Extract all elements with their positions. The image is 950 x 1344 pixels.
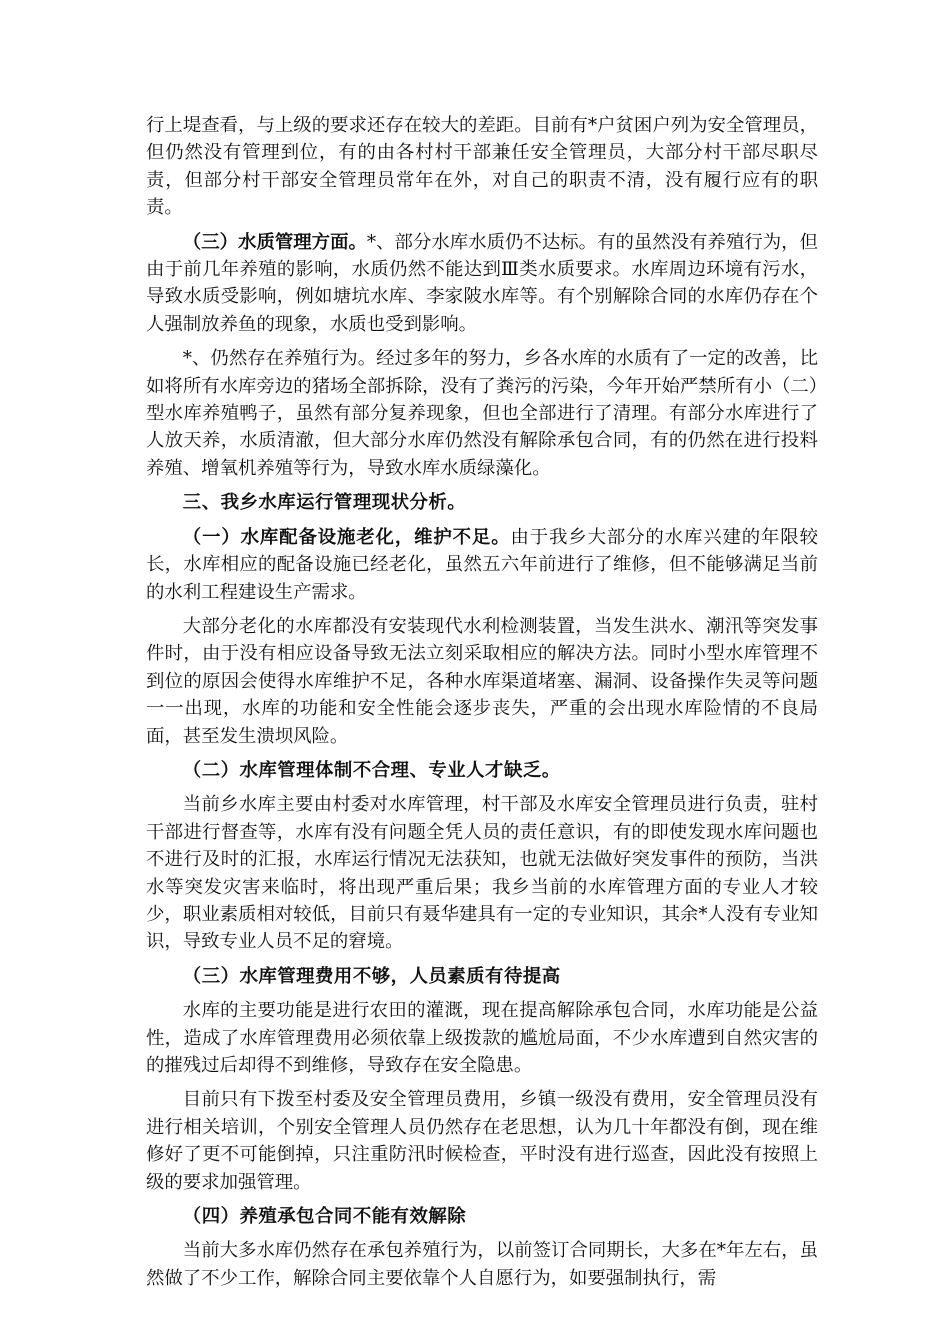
paragraph-13 — [146, 1237, 818, 1292]
subheading-3: （三）水库管理费用不够，人员素质有待提高 — [182, 965, 561, 987]
paragraph-5-text: 由于我乡大部分的水库兴建的年限较长，水库相应的配备设施已经老化，虽然五六年前进行了维修，但不能够满足当前的水利工程建设生产需求。 — [146, 526, 818, 603]
paragraph-8-text: 当前乡水库主要由村委对水库管理，村干部及水库安全管理员进行负责，驻村干部进行督查等，水库有没有问题全凭人员的责任意识，有的即使发现水库问题也不进行及时的汇报，水库运行情况无法获知，也就无法做好突发事件的预防，当洪水等突发灾害来临时，将出现严重后果；我乡当前的水库管理方面的专业人才较少，职业素质相对较低，目前只有聂华建具有一定的专业知识，其余*人没有专业知识，导致专业人员不足的窘境。 — [146, 794, 818, 953]
section-heading-3: 三、我乡水库运行管理现状分析。 — [182, 492, 467, 514]
paragraph-6-text: 大部分老化的水库都没有安装现代水利检测装置，当发生洪水、潮汛等突发事件时，由于没有相应设备导致无法立刻采取相应的解决方法。同时小型水库管理不到位的原因会使得水库维护不足，各种水库渠道堵塞、漏洞、设备操作失灵等问题一一出现，水库的功能和安全性能会逐步丧失，严重的会出现水库险情的不良局面，甚至发生溃坝风险。 — [146, 615, 818, 747]
subheading-4: （四）养殖承包合同不能有效解除 — [182, 1206, 467, 1228]
paragraph-2-lead: （三）水质管理方面。 — [182, 231, 367, 253]
paragraph-1-text: 行上堤查看，与上级的要求还存在较大的差距。目前有*户贫困户列为安全管理员，但仍然没有管理到位，有的由各村村干部兼任安全管理员，大部分村干部尽职尽责，但部分村干部安全管理员常年在外，对自己的职责不清，没有履行应有的职责。 — [146, 115, 818, 219]
paragraph-2-text: *、部分水库水质仍不达标。有的虽然没有养殖行为，但由于前几年养殖的影响，水质仍然不能达到Ⅲ类水质要求。水库周边环境有污水，导致水质受影响，例如塘坑水库、李家陂水库等。有个别解除合同的水库仍存在个人强制放养鱼的现象，水质也受到影响。 — [146, 231, 818, 335]
paragraph-10-text: 水库的主要功能是进行农田的灌溉，现在提高解除承包合同，水库功能是公益性，造成了水库管理费用必须依靠上级拨款的尴尬局面，不少水库遭到自然灾害的的摧残过后却得不到维修，导致存在安全隐患。 — [146, 1000, 818, 1076]
paragraph-5 — [146, 524, 818, 606]
paragraph-3 — [146, 345, 818, 482]
paragraph-13-text: 当前大多水库仍然存在承包养殖行为，以前签订合同期长，大多在*年左右，虽然做了不少工作，解除合同主要依靠个人自愿行为，如要强制执行，需 — [146, 1240, 818, 1289]
paragraph-6 — [146, 613, 818, 750]
paragraph-1 — [146, 112, 818, 222]
paragraph-8 — [146, 791, 818, 955]
paragraph-3-text: *、仍然存在养殖行为。经过多年的努力，乡各水库的水质有了一定的改善，比如将所有水库旁边的猪场全部拆除，没有了粪污的污染，今年开始严禁所有小（二）型水库养殖鸭子，虽然有部分复养现象，但也全部进行了清理。有部分水库进行了人放天养，水质清澈，但大部分水库仍然没有解除承包合同，有的仍然在进行投料养殖、增氧机养殖等行为，导致水库水质绿藻化。 — [146, 348, 818, 479]
subheading-2: （二）水库管理体制不合理、专业人才缺乏。 — [182, 759, 561, 781]
paragraph-11 — [146, 1086, 818, 1196]
paragraph-11-text: 目前只有下拨至村委及安全管理员费用，乡镇一级没有费用，安全管理员没有进行相关培训，个别安全管理人员仍然存在老思想，认为几十年都没有倒，现在维修好了更不可能倒掉，只注重防汛时候检查，平时没有进行巡查，因此没有按照上级的要求加强管理。 — [146, 1089, 818, 1193]
document-page — [146, 112, 818, 1299]
paragraph-5-lead: （一）水库配备设施老化，维护不足。 — [182, 526, 511, 548]
paragraph-10 — [146, 997, 818, 1079]
paragraph-2 — [146, 229, 818, 339]
